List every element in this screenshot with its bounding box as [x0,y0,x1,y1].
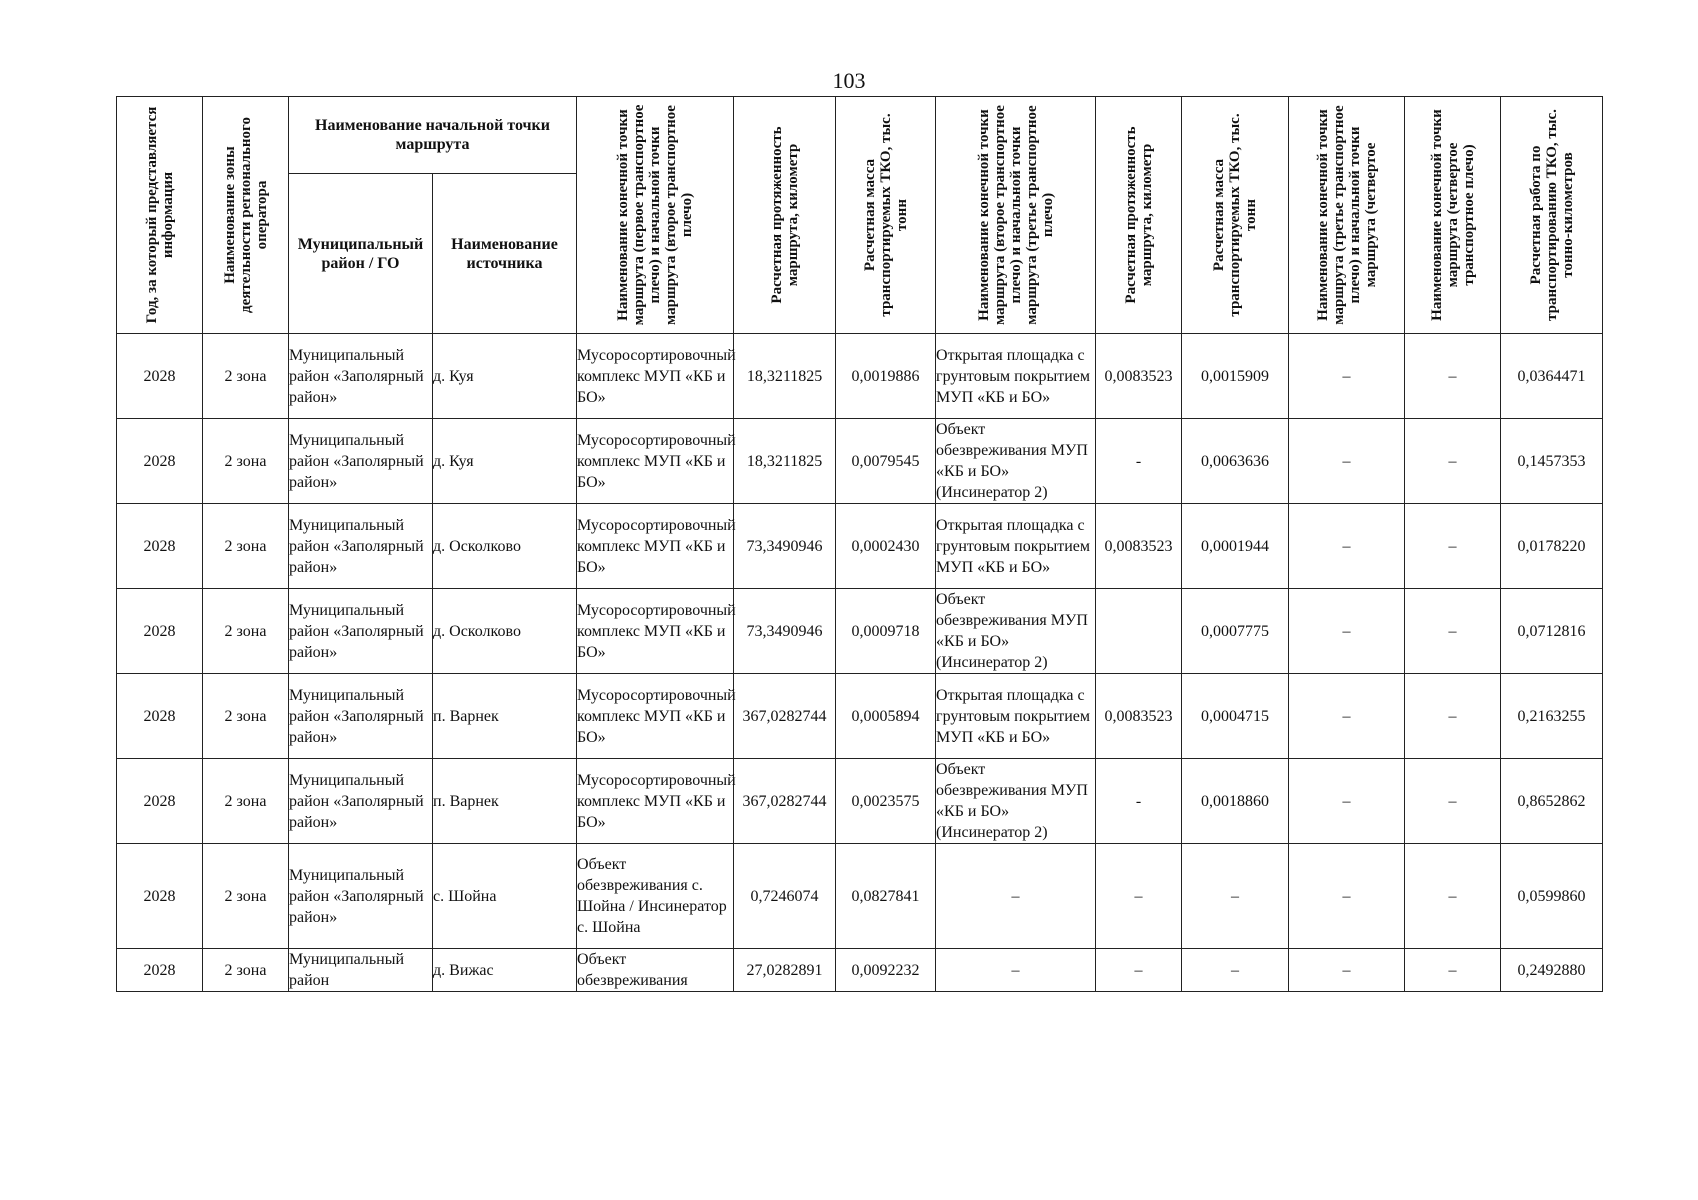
cell-source: с. Шойна [433,844,577,949]
cell-municipality: Муниципальный район «Заполярный район» [289,504,433,589]
cell-zone: 2 зона [203,589,289,674]
cell-transport-work: 0,0599860 [1501,844,1603,949]
cell-transport-work: 0,0364471 [1501,334,1603,419]
table-row [117,419,1603,504]
cell-mass-1: 0,0005894 [836,674,936,759]
cell-year: 2028 [117,334,203,419]
cell-mass-2: 0,0001944 [1182,504,1289,589]
cell-end-point-4: – [1405,504,1501,589]
cell-length-2: 0,0083523 [1096,674,1182,759]
cell-zone: 2 зона [203,949,289,992]
cell-mass-2: – [1182,844,1289,949]
cell-end-point-1: Мусоросортировочный комплекс МУП «КБ и БО» [577,759,734,844]
cell-length-2: - [1096,419,1182,504]
cell-mass-1: 0,0002430 [836,504,936,589]
cell-transport-work: 0,2492880 [1501,949,1603,992]
cell-transport-work: 0,2163255 [1501,674,1603,759]
cell-end-point-2: Открытая площадка с грунтовым покрытием МУП «КБ и БО» [936,674,1096,759]
cell-municipality: Муниципальный район «Заполярный район» [289,759,433,844]
cell-mass-1: 0,0827841 [836,844,936,949]
cell-end-point-3: – [1289,949,1405,992]
table-row [117,334,1603,419]
cell-year: 2028 [117,589,203,674]
cell-mass-2: 0,0007775 [1182,589,1289,674]
header-start-point-group: Наименование начальной точки маршрута [289,97,577,174]
cell-length-1: 18,3211825 [734,419,836,504]
cell-end-point-3: – [1289,759,1405,844]
cell-end-point-3: – [1289,334,1405,419]
cell-end-point-1: Мусоросортировочный комплекс МУП «КБ и БО» [577,334,734,419]
cell-mass-2: 0,0015909 [1182,334,1289,419]
cell-source: д. Вижас [433,949,577,992]
cell-mass-1: 0,0023575 [836,759,936,844]
cell-year: 2028 [117,674,203,759]
cell-transport-work: 0,1457353 [1501,419,1603,504]
cell-municipality: Муниципальный район «Заполярный район» [289,419,433,504]
cell-zone: 2 зона [203,419,289,504]
cell-source: д. Куя [433,334,577,419]
cell-length-2: – [1096,949,1182,992]
header-zone: Наименование зоны деятельности регионального оператора [203,97,289,334]
header-end-point-2: Наименование конечной точки маршрута (второе транспортное плечо) и начальной точки маршрута (третье транспортное плечо) [936,97,1096,334]
cell-mass-2: 0,0018860 [1182,759,1289,844]
cell-length-2: - [1096,759,1182,844]
header-mass-1: Расчетная масса транспортируемых ТКО, тыс. тонн [836,97,936,334]
cell-mass-2: 0,0004715 [1182,674,1289,759]
cell-end-point-2: Объект обезвреживания МУП «КБ и БО» (Инсинератор 2) [936,589,1096,674]
cell-source: д. Осколково [433,504,577,589]
cell-end-point-1: Мусоросортировочный комплекс МУП «КБ и БО» [577,589,734,674]
cell-end-point-4: – [1405,759,1501,844]
cell-mass-2: 0,0063636 [1182,419,1289,504]
cell-end-point-4: – [1405,334,1501,419]
header-length-1: Расчетная протяженность маршрута, километр [734,97,836,334]
cell-transport-work: 0,0712816 [1501,589,1603,674]
cell-end-point-2: Объект обезвреживания МУП «КБ и БО» (Инсинератор 2) [936,419,1096,504]
routes-table [116,96,1603,992]
table-row [117,759,1603,844]
header-length-2: Расчетная протяженность маршрута, километр [1096,97,1182,334]
cell-zone: 2 зона [203,759,289,844]
cell-end-point-3: – [1289,419,1405,504]
cell-year: 2028 [117,504,203,589]
cell-end-point-4: – [1405,419,1501,504]
cell-length-1: 0,7246074 [734,844,836,949]
cell-zone: 2 зона [203,674,289,759]
cell-end-point-1: Мусоросортировочный комплекс МУП «КБ и БО» [577,504,734,589]
cell-source: д. Куя [433,419,577,504]
cell-transport-work: 0,0178220 [1501,504,1603,589]
cell-municipality: Муниципальный район «Заполярный район» [289,334,433,419]
table-row [117,844,1603,949]
cell-mass-1: 0,0019886 [836,334,936,419]
cell-end-point-1: Объект обезвреживания [577,949,734,992]
cell-end-point-2: Открытая площадка с грунтовым покрытием МУП «КБ и БО» [936,334,1096,419]
cell-length-1: 73,3490946 [734,504,836,589]
cell-end-point-4: – [1405,674,1501,759]
header-transport-work: Расчетная работа по транспортированию ТКО, тыс. тонно-километров [1501,97,1603,334]
header-municipality: Муниципальный район / ГО [289,174,433,334]
cell-year: 2028 [117,844,203,949]
page-number: 103 [832,68,866,93]
cell-end-point-1: Мусоросортировочный комплекс МУП «КБ и БО» [577,419,734,504]
cell-source: д. Осколково [433,589,577,674]
cell-year: 2028 [117,419,203,504]
cell-end-point-2: Открытая площадка с грунтовым покрытием МУП «КБ и БО» [936,504,1096,589]
cell-mass-2: – [1182,949,1289,992]
cell-end-point-3: – [1289,844,1405,949]
cell-transport-work: 0,8652862 [1501,759,1603,844]
cell-mass-1: 0,0092232 [836,949,936,992]
cell-length-2: 0,0083523 [1096,504,1182,589]
header-end-point-1: Наименование конечной точки маршрута (первое транспортное плечо) и начальной точки маршрута (второе транспортное плечо) [577,97,734,334]
cell-length-1: 73,3490946 [734,589,836,674]
cell-length-1: 367,0282744 [734,674,836,759]
header-mass-2: Расчетная масса транспортируемых ТКО, тыс. тонн [1182,97,1289,334]
cell-mass-1: 0,0079545 [836,419,936,504]
cell-mass-1: 0,0009718 [836,589,936,674]
cell-length-1: 27,0282891 [734,949,836,992]
cell-end-point-3: – [1289,504,1405,589]
cell-zone: 2 зона [203,334,289,419]
cell-year: 2028 [117,759,203,844]
cell-end-point-4: – [1405,589,1501,674]
header-source: Наименование источника [433,174,577,334]
cell-end-point-4: – [1405,844,1501,949]
header-end-point-4: Наименование конечной точки маршрута (четвертое транспортное плечо) [1405,97,1501,334]
header-end-point-3: Наименование конечной точки маршрута (третье транспортное плечо) и начальной точки маршрута (четвертое [1289,97,1405,334]
cell-source: п. Варнек [433,759,577,844]
cell-end-point-3: – [1289,674,1405,759]
table-row [117,674,1603,759]
cell-length-2 [1096,589,1182,674]
cell-municipality: Муниципальный район «Заполярный район» [289,844,433,949]
cell-end-point-2: – [936,949,1096,992]
cell-zone: 2 зона [203,844,289,949]
header-year: Год, за который представляется информация [117,97,203,334]
cell-length-1: 367,0282744 [734,759,836,844]
cell-end-point-4: – [1405,949,1501,992]
cell-end-point-3: – [1289,589,1405,674]
cell-end-point-1: Мусоросортировочный комплекс МУП «КБ и БО» [577,674,734,759]
cell-municipality: Муниципальный район [289,949,433,992]
cell-source: п. Варнек [433,674,577,759]
cell-length-2: – [1096,844,1182,949]
cell-length-2: 0,0083523 [1096,334,1182,419]
table-row [117,949,1603,992]
table-row [117,589,1603,674]
cell-year: 2028 [117,949,203,992]
cell-end-point-1: Объект обезвреживания с. Шойна / Инсинератор с. Шойна [577,844,734,949]
cell-zone: 2 зона [203,504,289,589]
cell-municipality: Муниципальный район «Заполярный район» [289,674,433,759]
cell-end-point-2: Объект обезвреживания МУП «КБ и БО» (Инсинератор 2) [936,759,1096,844]
cell-end-point-2: – [936,844,1096,949]
table-row [117,504,1603,589]
cell-length-1: 18,3211825 [734,334,836,419]
cell-municipality: Муниципальный район «Заполярный район» [289,589,433,674]
